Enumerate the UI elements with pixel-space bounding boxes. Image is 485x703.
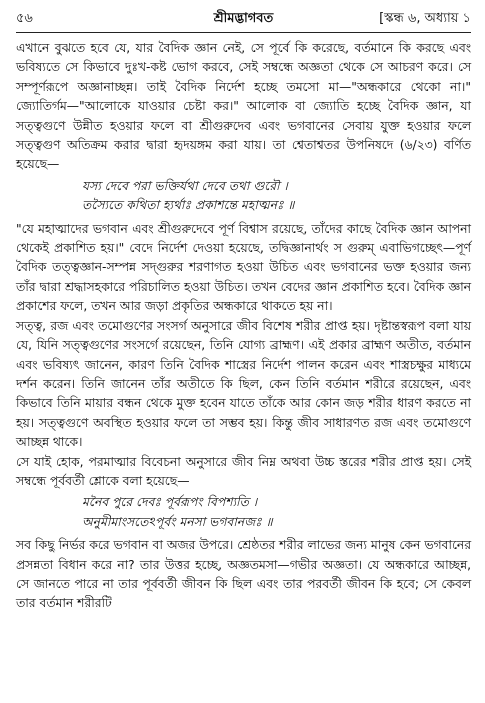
verse-block-2	[16, 493, 471, 532]
paragraph-5: সব কিছু নির্ভর করে ভগবান বা অজর উপরে। শ্রেষ্ঠতর শরীর লাভের জন্য মানুষ কেন ভগবানের প্রসন্নতা বিধান করে না? তার উত্তর হচ্ছে, অজ্ঞতমসা—গভীর অজ্ঞতা। যে অন্ধকারে আচ্ছন্ন, সে জানতে পারে না তার পূর্ববর্তী জীবন কি ছিল এবং তার পরবর্তী জীবন কি হবে; সে কেবল তার বর্তমান শরীরটি	[16, 538, 471, 611]
verse-line: যস্য দেবে পরা ভক্তির্যথা দেবে তথা গুরৌ ।	[82, 178, 288, 193]
book-title: শ্রীমদ্ভাগবত	[213, 11, 274, 26]
chapter-info: [স্কন্ধ ৬, অধ্যায় ১	[379, 11, 471, 26]
paragraph-4: সে যাই হোক, পরমাত্মার বিবেচনা অনুসারে জীব নিম্ন অথবা উচ্চ স্তরের শরীর প্রাপ্ত হয়। সেই সম্বন্ধে পূর্ববর্তী শ্লোকে বলা হয়েছে—	[16, 454, 471, 488]
paragraph-1: এখানে বুঝতে হবে যে, যার বৈদিক জ্ঞান নেই, সে পূর্বে কি করেছে, বর্তমানে কি করছে এবং ভবিষ্যতে সে কিভাবে দুঃখ-কষ্ট ভোগ করবে, সেই সম্বন্ধে অজ্ঞতা থেকে সে আচরণ করে। সে সম্পূর্ণরূপে অজ্ঞানাচ্ছন্ন। তাই বৈদিক নির্দেশ হচ্ছে তমসো মা—"অন্ধকারে থেকো না।" জ্যোতির্গম—"আলোকে যাওয়ার চেষ্টা কর।" আলোক বা জ্যোতি হচ্ছে বৈদিক জ্ঞান, যা সত্ত্বগুণে উন্নীত হওয়ার ফলে বা শ্রীগুরুদেব এবং ভগবানের সেবায় যুক্ত হওয়ার ফলে সত্ত্বগুণ অতিক্রম করার দ্বারা হৃদয়ঙ্গম করা যায়। তা শ্বেতাশ্বতর উপনিষদে (৬/২৩) বর্ণিত হয়েছে—	[16, 41, 471, 172]
verse-block-1	[16, 177, 471, 216]
verse-line: মনৈব পুরে দেবঃ পূর্বরূপং বিপশ্যতি ।	[82, 495, 258, 510]
page-header	[16, 8, 471, 30]
paragraph-2: "যে মহাত্মাদের ভগবান এবং শ্রীগুরুদেবে পূর্ণ বিশ্বাস রয়েছে, তাঁদের কাছে বৈদিক জ্ঞান আপনা থেকেই প্রকাশিত হয়।" বেদে নির্দেশ দেওয়া হয়েছে, তদ্বিজ্ঞানার্থং স গুরুম্ এবাভিগচ্ছেৎ—পূর্ণ বৈদিক তত্ত্বজ্ঞান-সম্পন্ন সদ্গুরুর শরণাগত হওয়া উচিত এবং ভগবানের ভক্ত হওয়ার জন্য তাঁর দ্বারা শ্রদ্ধাসহকারে পরিচালিত হওয়া উচিত। তখন বেদের জ্ঞান প্রকাশিত হবে। বৈদিক জ্ঞান প্রকাশের ফলে, তখন আর জড়া প্রকৃতির অন্ধকারে থাকতে হয় না।	[16, 221, 471, 314]
page-number: ৫৬	[16, 11, 33, 26]
paragraph-3: সত্ত্ব, রজ এবং তমোগুণের সংসর্গ অনুসারে জীব বিশেষ শরীর প্রাপ্ত হয়। দৃষ্টান্তস্বরূপ বলা যায় যে, যিনি সত্ত্বগুণের সংসর্গে রয়েছেন, তিনি যোগ্য ব্রাহ্মণ। এই প্রকার ব্রাহ্মণ অতীত, বর্তমান এবং ভবিষ্যৎ জানেন, কারণ তিনি বৈদিক শাস্ত্রের নির্দেশ পালন করেন এবং শাস্ত্রচক্ষুর মাধ্যমে দর্শন করেন। তিনি জানেন তাঁর অতীতে কি ছিল, কেন তিনি বর্তমান শরীরে রয়েছেন, এবং কিভাবে তিনি মায়ার বন্ধন থেকে মুক্ত হবেন যাতে তাঁকে আর কোন জড় শরীর ধারণ করতে না হয়। সত্ত্বগুণে অবস্থিত হওয়ার ফলে তা সম্ভব হয়। কিন্তু জীব সাধারণত রজ এবং তমোগুণে আচ্ছন্ন থাকে।	[16, 318, 471, 450]
verse-line: অনুমীমাংসতেঽপূর্বং মনসা ভগবানজঃ ॥	[82, 514, 273, 529]
verse-line: তস্যৈতে কথিতা হ্যর্থাঃ প্রকাশন্তে মহাত্মনঃ ॥	[82, 198, 295, 213]
header-divider	[16, 32, 471, 33]
